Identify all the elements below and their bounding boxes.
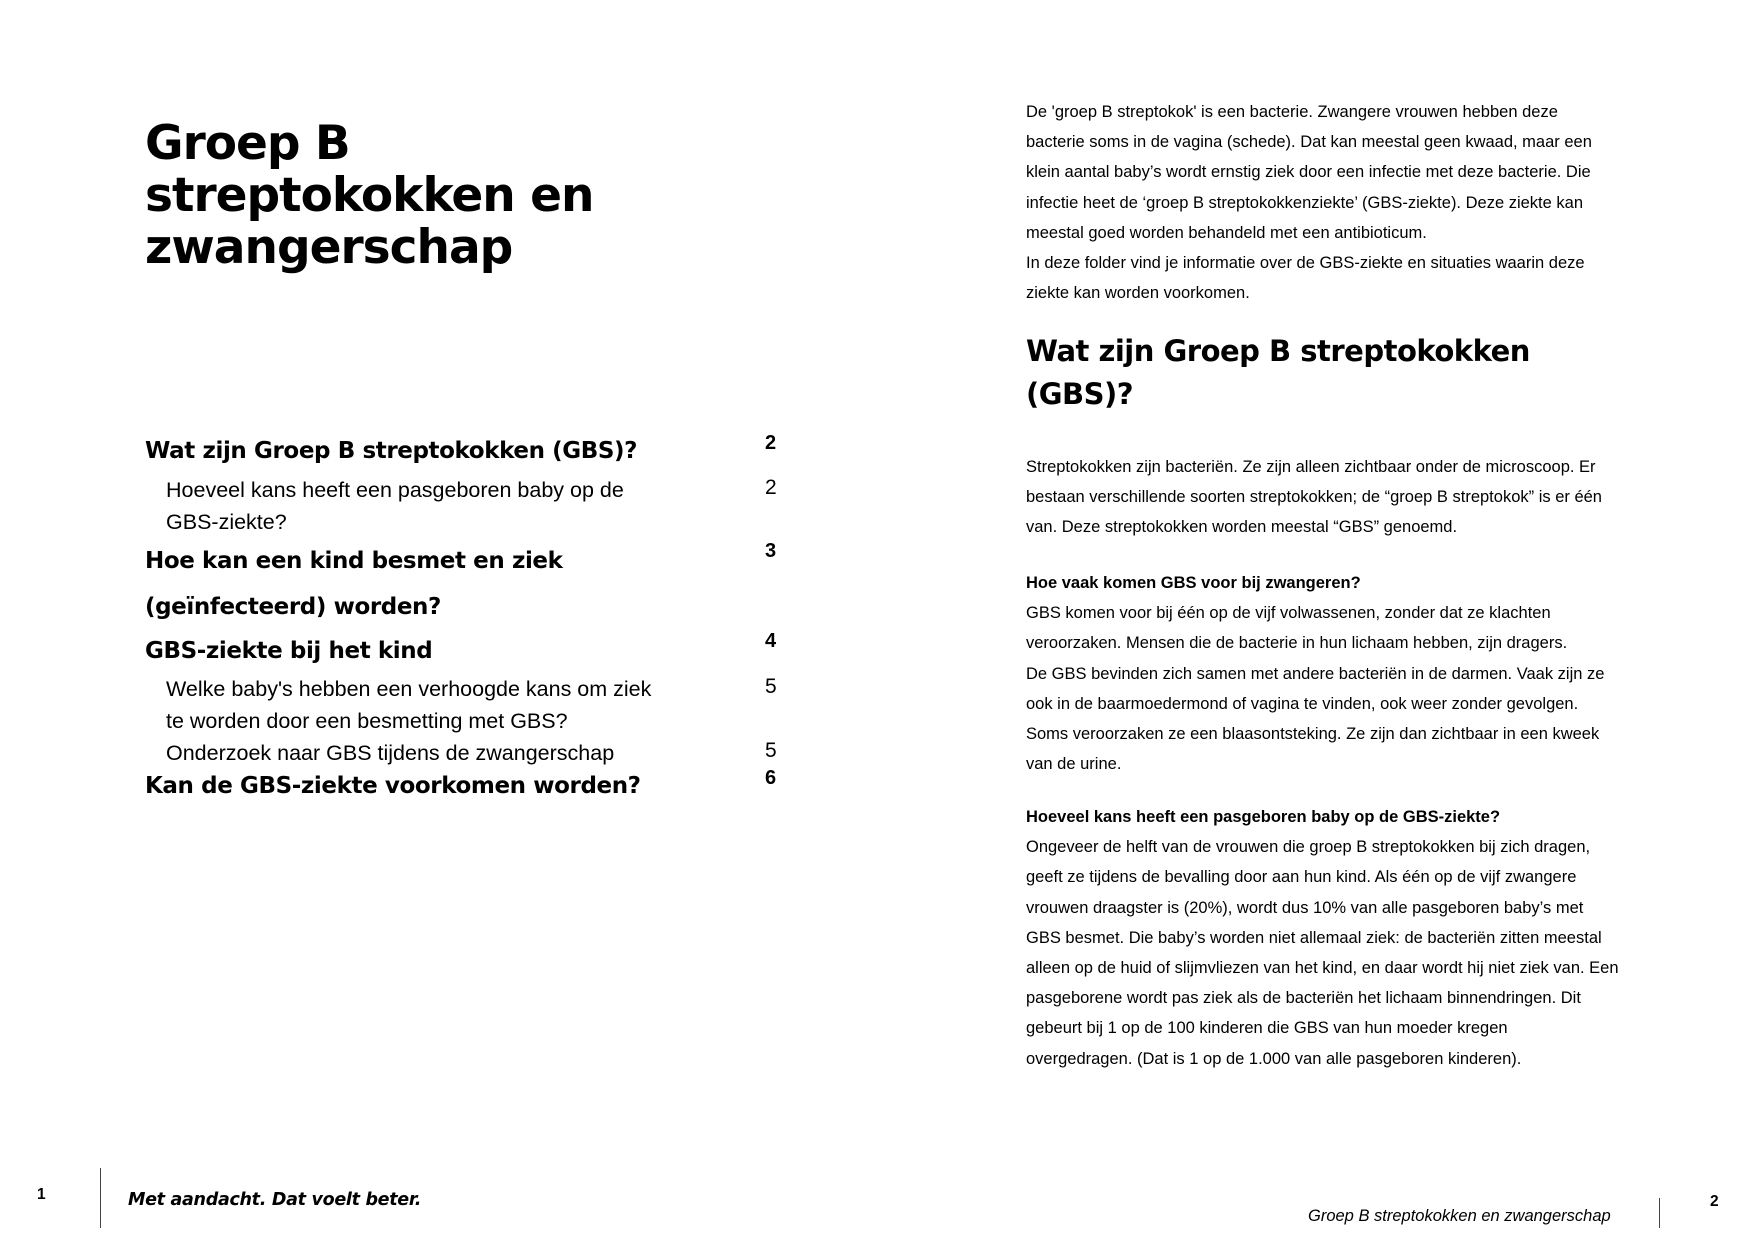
paragraph-line: Soms veroorzaken ze een blaasontsteking. Ze zijn dan zichtbaar in een kweek [1026, 725, 1600, 744]
paragraph-line: geeft ze tijdens de bevalling door aan hun kind. Als één op de vijf zwangere [1026, 868, 1577, 887]
toc-entry-label: Hoeveel kans heeft een pasgeboren baby op de [166, 478, 624, 502]
toc-entry-page: 5 [765, 739, 777, 762]
document-title [145, 118, 745, 274]
paragraph-line: bestaan verschillende soorten streptokokken; de “groep B streptokok” is er één [1026, 488, 1602, 507]
paragraph-line: van de urine. [1026, 755, 1122, 774]
subsection-risk [1026, 802, 1671, 1074]
toc-entry-label: Onderzoek naar GBS tijdens de zwangerschap [166, 741, 615, 765]
paragraph-streptokokken [1026, 452, 1671, 543]
paragraph-line: gebeurt bij 1 op de 100 kinderen die GBS van hun moeder kregen [1026, 1019, 1508, 1038]
paragraph-line: GBS besmet. Die baby’s worden niet allemaal ziek: de bacteriën zitten meestal [1026, 928, 1602, 947]
intro-text [1026, 97, 1671, 308]
toc-entry-label: Hoe kan een kind besmet en ziek [145, 548, 563, 574]
subsection-frequency [1026, 568, 1671, 779]
page-number-right: 2 [1710, 1193, 1719, 1210]
intro-line: meestal goed worden behandeld met een antibioticum. [1026, 223, 1427, 242]
toc-entry-page: 4 [765, 630, 777, 652]
paragraph-line: van. Deze streptokokken worden meestal “GBS” genoemd. [1026, 518, 1458, 537]
toc-entry-page: 2 [765, 432, 777, 454]
toc-entry[interactable] [145, 628, 795, 674]
intro-line: klein aantal baby’s wordt ernstig ziek door een infectie met deze bacterie. Die [1026, 163, 1591, 182]
title-line: streptokokken en [145, 168, 594, 223]
footer-document-title: Groep B streptokokken en zwangerschap [1308, 1207, 1611, 1225]
intro-line: bacterie soms in de vagina (schede). Dat kan meestal geen kwaad, maar een [1026, 133, 1592, 152]
intro-line: infectie heet de ‘groep B streptokokkenziekte’ (GBS-ziekte). Deze ziekte kan [1026, 193, 1583, 212]
toc-entry-label: Wat zijn Groep B streptokokken (GBS)? [145, 438, 638, 464]
footer-divider-right [1659, 1198, 1660, 1228]
page-number-left: 1 [37, 1186, 46, 1203]
toc-entry[interactable] [145, 474, 795, 538]
toc-entry-label: Welke baby's hebben een verhoogde kans om ziek [166, 677, 652, 701]
tagline: Met aandacht. Dat voelt beter. [128, 1190, 422, 1210]
intro-line: In deze folder vind je informatie over de GBS-ziekte en situaties waarin deze [1026, 254, 1585, 273]
toc-entry-label: te worden door een besmetting met GBS? [166, 709, 568, 733]
toc-entry-label: GBS-ziekte bij het kind [145, 638, 433, 664]
toc-entry[interactable] [145, 538, 795, 630]
footer-divider-left [100, 1168, 101, 1228]
section-heading-line: (GBS)? [1026, 377, 1134, 411]
toc-entry-page: 3 [765, 540, 777, 562]
toc-entry-label: GBS-ziekte? [166, 510, 287, 534]
toc-entry-page: 2 [765, 476, 777, 499]
intro-line: ziekte kan worden voorkomen. [1026, 284, 1250, 303]
paragraph-line: ook in de baarmoedermond of vagina te vinden, ook weer zonder gevolgen. [1026, 694, 1579, 713]
paragraph-line: Ongeveer de helft van de vrouwen die groep B streptokokken bij zich dragen, [1026, 838, 1591, 857]
paragraph-line: Streptokokken zijn bacteriën. Ze zijn alleen zichtbaar onder de microscoop. Er [1026, 458, 1596, 476]
paragraph-line: alleen op de huid of slijmvliezen van het kind, en daar wordt hij niet ziek van. Een [1026, 959, 1619, 978]
paragraph-line: pasgeborene wordt pas ziek als de bacteriën het lichaam binnendringen. Dit [1026, 989, 1581, 1008]
title-line: zwangerschap [145, 220, 513, 275]
intro-line: De 'groep B streptokok' is een bacterie. Zwangere vrouwen hebben deze [1026, 103, 1558, 121]
paragraph-line: GBS komen voor bij één op de vijf volwassenen, zonder dat ze klachten [1026, 604, 1551, 623]
title-line: Groep B [145, 116, 350, 171]
section-heading-line: Wat zijn Groep B streptokokken [1026, 334, 1530, 368]
subsection-title: Hoeveel kans heeft een pasgeboren baby op de GBS-ziekte? [1026, 808, 1501, 826]
paragraph-line: vrouwen draagster is (20%), wordt dus 10% van alle pasgeboren baby’s met [1026, 898, 1584, 917]
paragraph-line: veroorzaken. Mensen die de bacterie in hun lichaam hebben, zijn dragers. [1026, 634, 1568, 653]
toc-entry-page: 6 [765, 767, 777, 789]
paragraph-line: overgedragen. (Dat is 1 op de 1.000 van alle pasgeboren kinderen). [1026, 1049, 1522, 1068]
toc-entry[interactable] [145, 428, 795, 474]
section-heading [1026, 330, 1586, 416]
toc-entry[interactable] [145, 673, 795, 737]
paragraph-line: De GBS bevinden zich samen met andere bacteriën in de darmen. Vaak zijn ze [1026, 664, 1605, 683]
toc-entry-page: 5 [765, 675, 777, 698]
toc-entry[interactable] [145, 763, 795, 809]
toc-entry-label: (geïnfecteerd) worden? [145, 594, 441, 620]
toc-entry-label: Kan de GBS-ziekte voorkomen worden? [145, 773, 641, 799]
subsection-title: Hoe vaak komen GBS voor bij zwangeren? [1026, 574, 1361, 592]
